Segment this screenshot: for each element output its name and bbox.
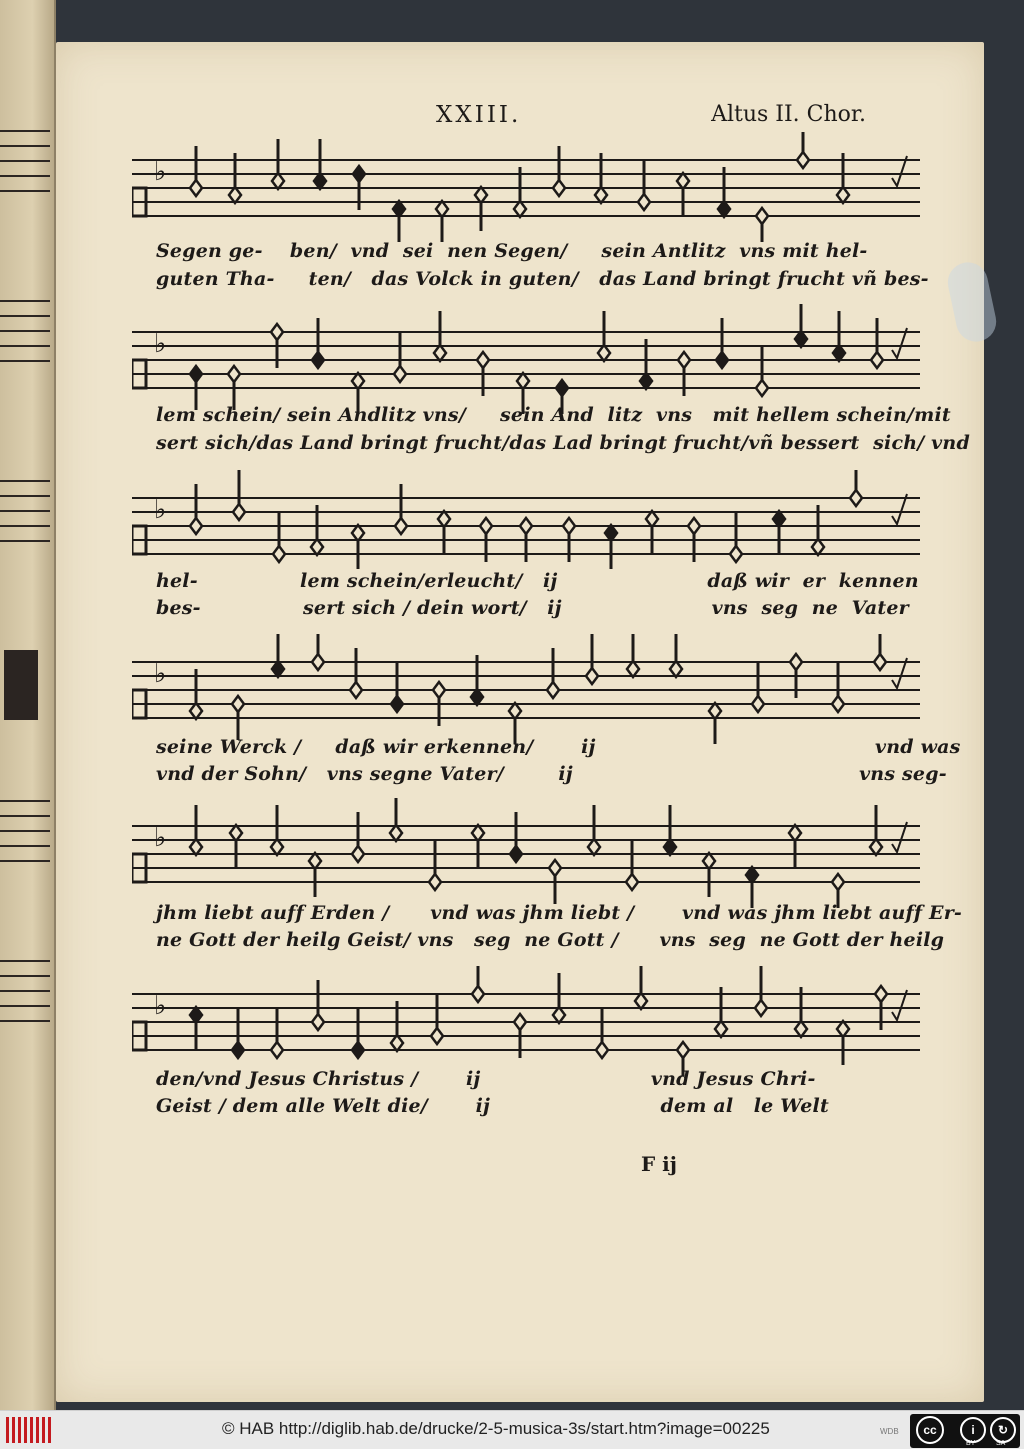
lyric-line: seine Werck / daß wir erkennen/ ij vnd was bbox=[156, 736, 961, 758]
note-icon bbox=[547, 648, 559, 698]
flat-sign-icon: ♭ bbox=[154, 991, 167, 1021]
note-icon bbox=[472, 825, 484, 869]
note-icon bbox=[393, 201, 405, 242]
footer-bar bbox=[0, 1410, 1024, 1449]
note-icon bbox=[391, 662, 403, 712]
license-badge[interactable] bbox=[910, 1414, 1020, 1448]
attribution-icon: i bbox=[960, 1417, 986, 1443]
staff-svg bbox=[132, 966, 922, 1076]
lyric-line: sert sich/das Land bringt frucht/das Lad bringt frucht/vñ bessert sich/ vnd bbox=[156, 432, 970, 454]
note-icon bbox=[773, 511, 785, 555]
staff-system-6 bbox=[132, 966, 922, 1051]
flat-sign-icon: ♭ bbox=[154, 823, 167, 853]
note-icon bbox=[350, 648, 362, 698]
note-icon bbox=[677, 173, 689, 217]
note-icon bbox=[312, 634, 324, 670]
note-icon bbox=[271, 1008, 283, 1058]
note-icon bbox=[312, 980, 324, 1030]
voice-part-label: Altus II. Chor. bbox=[711, 102, 866, 127]
note-icon bbox=[850, 470, 862, 506]
note-icon bbox=[646, 511, 658, 555]
note-icon bbox=[553, 973, 565, 1023]
lyric-line: lem schein/ sein Andlitz vns/ sein And litz vns mit hellem schein/mit bbox=[156, 404, 951, 426]
music-page bbox=[56, 42, 984, 1402]
note-icon bbox=[553, 146, 565, 196]
staff-svg bbox=[132, 304, 922, 414]
lyric-line: jhm liebt auff Erden / vnd was jhm liebt / vnd was jhm liebt auff Er- bbox=[156, 902, 963, 924]
license-sa-text: SA bbox=[996, 1440, 1006, 1447]
staff-system-3 bbox=[132, 470, 922, 555]
note-icon bbox=[230, 825, 242, 869]
running-head: XXIII. bbox=[436, 102, 522, 128]
note-icon bbox=[795, 304, 807, 347]
note-icon bbox=[352, 1008, 364, 1058]
note-icon bbox=[438, 511, 450, 555]
note-icon bbox=[472, 966, 484, 1002]
note-icon bbox=[312, 318, 324, 368]
cc-icon: cc bbox=[916, 1416, 944, 1444]
note-icon bbox=[832, 662, 844, 712]
note-icon bbox=[598, 311, 610, 361]
note-icon bbox=[874, 634, 886, 670]
previous-page-edge bbox=[0, 0, 56, 1410]
note-icon bbox=[352, 812, 364, 862]
note-icon bbox=[638, 160, 650, 210]
note-icon bbox=[588, 805, 600, 855]
staff-svg bbox=[132, 798, 922, 908]
hab-logo-icon bbox=[6, 1417, 51, 1443]
flat-sign-icon: ♭ bbox=[154, 495, 167, 525]
note-icon bbox=[190, 146, 202, 196]
note-icon bbox=[190, 1007, 202, 1051]
note-icon bbox=[272, 139, 284, 189]
staff-system-1 bbox=[132, 132, 922, 217]
note-icon bbox=[797, 132, 809, 168]
note-icon bbox=[273, 512, 285, 562]
wdb-mark: WDB bbox=[880, 1427, 899, 1436]
note-icon bbox=[394, 332, 406, 382]
note-icon bbox=[752, 662, 764, 712]
note-icon bbox=[716, 318, 728, 368]
note-icon bbox=[837, 1021, 849, 1065]
note-icon bbox=[272, 634, 284, 677]
note-icon bbox=[510, 812, 522, 862]
note-icon bbox=[789, 825, 801, 869]
note-icon bbox=[232, 1008, 244, 1058]
lyric-line: Segen ge- ben/ vnd sei nen Segen/ sein Antlitz vns mit hel- bbox=[156, 240, 868, 262]
lyric-line: bes- sert sich / dein wort/ ij vns seg ne Vater bbox=[156, 597, 909, 619]
note-icon bbox=[670, 634, 682, 677]
note-icon bbox=[871, 318, 883, 368]
note-icon bbox=[390, 798, 402, 841]
share-alike-icon: ↻ bbox=[990, 1417, 1016, 1443]
note-icon bbox=[605, 525, 617, 569]
note-icon bbox=[664, 805, 676, 855]
note-icon bbox=[309, 853, 321, 897]
staff-system-2 bbox=[132, 304, 922, 389]
citation-link[interactable]: © HAB http://diglib.hab.de/drucke/2-5-musica-3s/start.htm?image=00225 bbox=[222, 1419, 770, 1438]
note-icon bbox=[596, 1008, 608, 1058]
note-icon bbox=[271, 805, 283, 855]
note-icon bbox=[395, 484, 407, 534]
flat-sign-icon: ♭ bbox=[154, 659, 167, 689]
staff-svg bbox=[132, 470, 922, 580]
lyric-line: ne Gott der heilg Geist/ vns seg ne Gott / vns seg ne Gott der heilg bbox=[156, 929, 945, 951]
note-icon bbox=[190, 805, 202, 855]
lyric-line: vnd der Sohn/ vns segne Vater/ ij vns seg- bbox=[156, 763, 947, 785]
flat-sign-icon: ♭ bbox=[154, 329, 167, 359]
note-icon bbox=[434, 311, 446, 361]
note-icon bbox=[190, 484, 202, 534]
note-icon bbox=[233, 470, 245, 520]
note-icon bbox=[586, 634, 598, 684]
lyric-line: hel- lem schein/erleucht/ ij daß wir er kennen bbox=[156, 570, 919, 592]
lyric-line: guten Tha- ten/ das Volck in guten/ das Land bringt frucht vñ bes- bbox=[156, 268, 929, 290]
staff-system-5 bbox=[132, 798, 922, 883]
note-icon bbox=[627, 634, 639, 677]
signature-mark: F ij bbox=[641, 1152, 677, 1176]
staff-system-4 bbox=[132, 634, 922, 719]
note-icon bbox=[833, 311, 845, 361]
note-icon bbox=[756, 346, 768, 396]
staff-svg bbox=[132, 634, 922, 744]
note-icon bbox=[352, 525, 364, 569]
flat-sign-icon: ♭ bbox=[154, 157, 167, 187]
lyric-line: Geist / dem alle Welt die/ ij dem al le Welt bbox=[156, 1095, 829, 1117]
note-icon bbox=[870, 805, 882, 855]
note-icon bbox=[436, 201, 448, 242]
note-icon bbox=[755, 966, 767, 1016]
note-icon bbox=[475, 187, 487, 231]
note-icon bbox=[730, 512, 742, 562]
note-icon bbox=[626, 840, 638, 890]
note-icon bbox=[756, 208, 768, 242]
note-icon bbox=[429, 840, 441, 890]
note-icon bbox=[314, 139, 326, 189]
note-icon bbox=[703, 853, 715, 897]
lyric-line: den/vnd Jesus Christus / ij vnd Jesus Chri- bbox=[156, 1068, 816, 1090]
note-icon bbox=[635, 966, 647, 1009]
note-icon bbox=[431, 994, 443, 1044]
staff-svg bbox=[132, 132, 922, 242]
license-by-text: BY bbox=[966, 1440, 976, 1447]
